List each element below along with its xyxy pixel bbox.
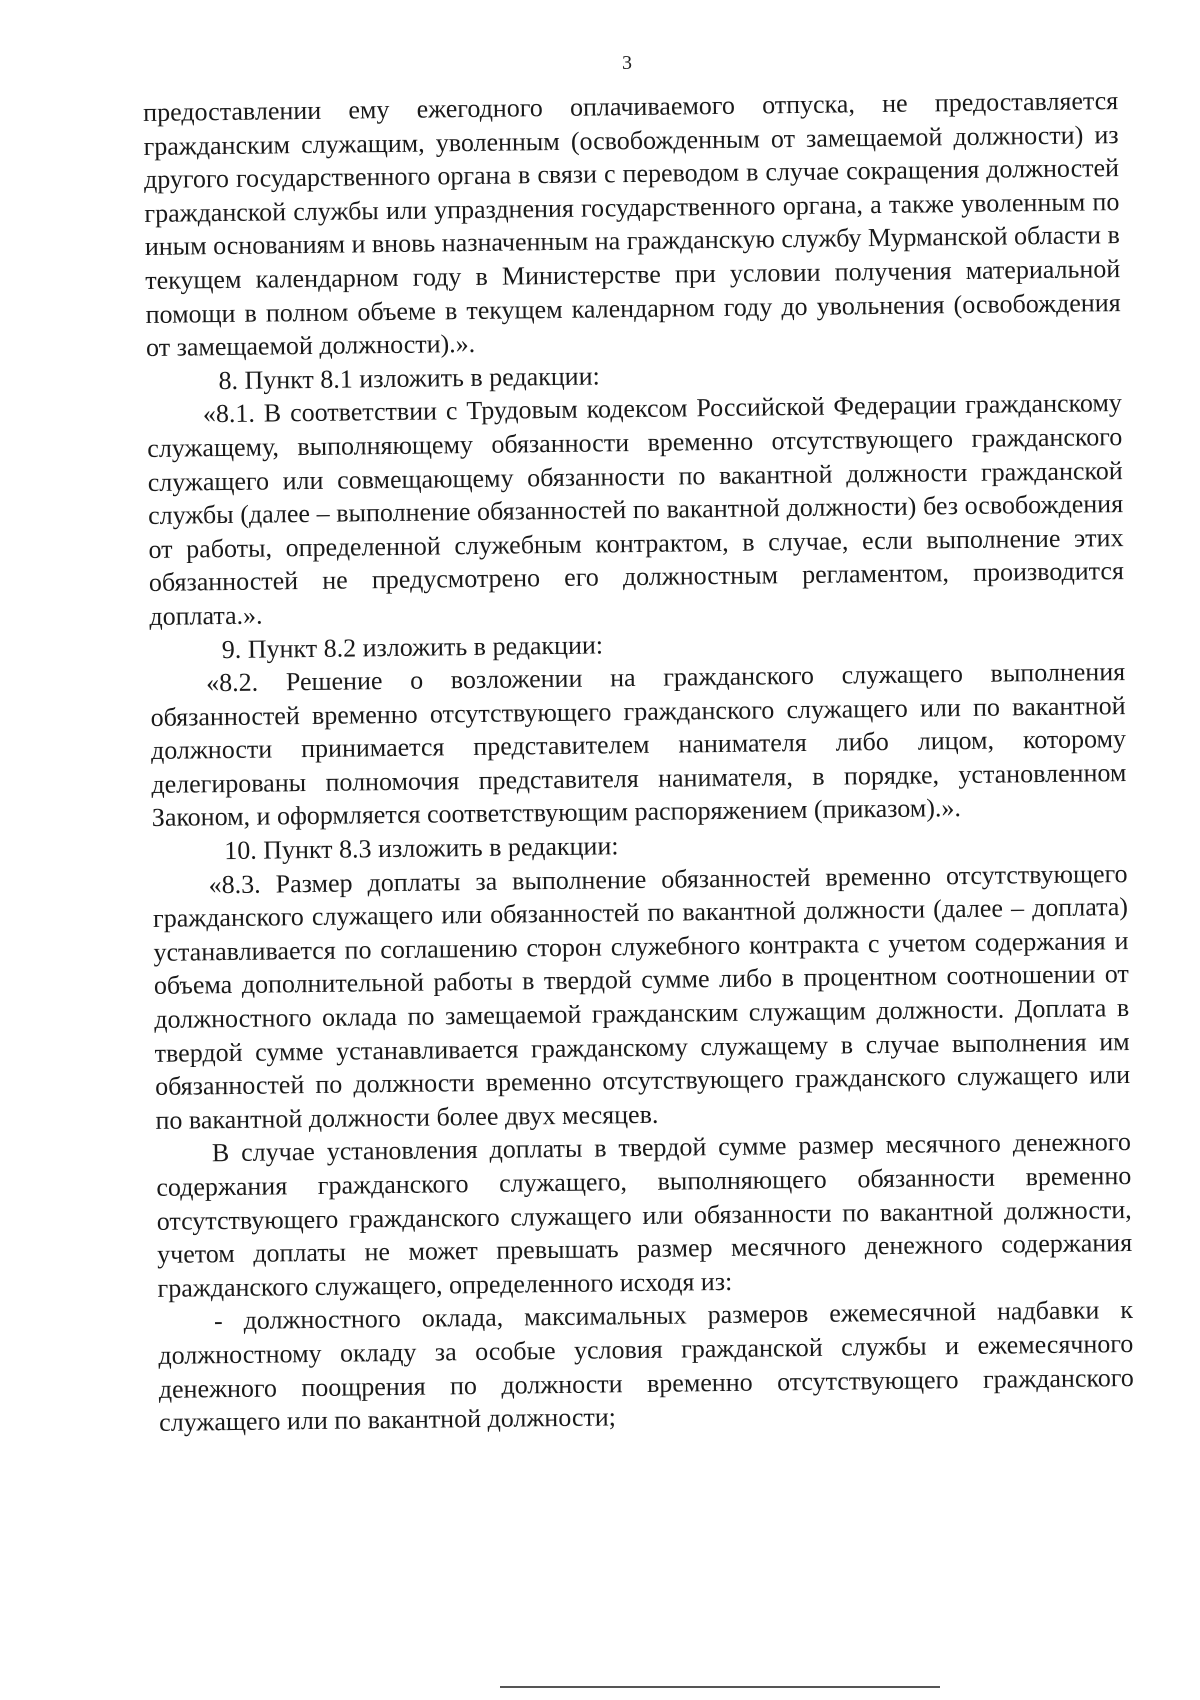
document-body <box>143 84 1134 1440</box>
page-number: 3 <box>622 52 632 74</box>
footer-divider <box>500 1686 940 1688</box>
item-9-heading: 9. Пункт 8.2 изложить в редакции: <box>221 629 604 664</box>
clause-8-2: «8.2. Решение о возложении на гражданского служащего выполнения обязанностей временно отсутствующего гражданского служащего или по вакантной должности принимается представителем нанимателя либо лицом, которому делегированы полномочия представителя нанимателя, в порядке, установленном Законом, и оформляется соответствующим распоряжением (приказом).». <box>150 657 1127 833</box>
item-8-heading: 8. Пункт 8.1 изложить в редакции: <box>218 361 600 395</box>
paragraph-continuation: предоставлении ему ежегодного оплачиваемого отпуска, не предоставляется гражданским служащим, уволенным (освобожденным от замещаемой должности) из другого государственного органа в связи с переводом в случае сокращения должностей гражданской службы или упразднения государственного органа, а также уволенным по иным основаниям и вновь назначенным на гражданскую службу Мурманской области в текущем календарном году в Министерстве при условии получения материальной помощи в полном объеме в текущем календарном году до увольнения (освобождения от замещаемой должности).». <box>143 86 1121 363</box>
list-item-salary-basis: - должностного оклада, максимальных размеров ежемесячной надбавки к должностному окладу за особые условия гражданской службы и ежемесячного денежного поощрения по должности временно отсутствующего гражданского служащего или по вакантной должности; <box>158 1295 1134 1438</box>
paragraph-fixed-sum: В случае установления доплаты в твердой сумме размер месячного денежного содержания гражданского служащего, выполняющего обязанности временно отсутствующего гражданского служащего или обязанности по вакантной должности, учетом доплаты не может превышать размер месячного денежного содержания гражданского служащего, определенного исходя из: <box>156 1127 1133 1303</box>
clause-8-3: «8.3. Размер доплаты за выполнение обязанностей временно отсутствующего гражданского служащего или обязанностей по вакантной должности (далее – доплата) устанавливается по соглашению сторон служебного контракта с учетом содержания и объема дополнительной работы в твердой сумме либо в процентном соотношении от должностного оклада по замещаемой гражданским служащим должности. Доплата в твердой сумме устанавливается гражданскому служащему в случае выполнения им обязанностей по должности временно отсутствующего гражданского служащего или по вакантной должности более двух месяцев. <box>152 858 1131 1135</box>
clause-8-1: «8.1. В соответствии с Трудовым кодексом Российской Федерации гражданскому служащему, выполняющему обязанности временно отсутствующего гражданского служащего или совмещающему обязанности по вакантной должности гражданской службы (далее – выполнение обязанностей по вакантной должности) без освобождения от работы, определенной служебным контрактом, в случае, если выполнение этих обязанностей не предусмотрено его должностным регламентом, производится доплата.». <box>147 388 1125 631</box>
item-10-heading: 10. Пункт 8.3 изложить в редакции: <box>224 831 619 866</box>
